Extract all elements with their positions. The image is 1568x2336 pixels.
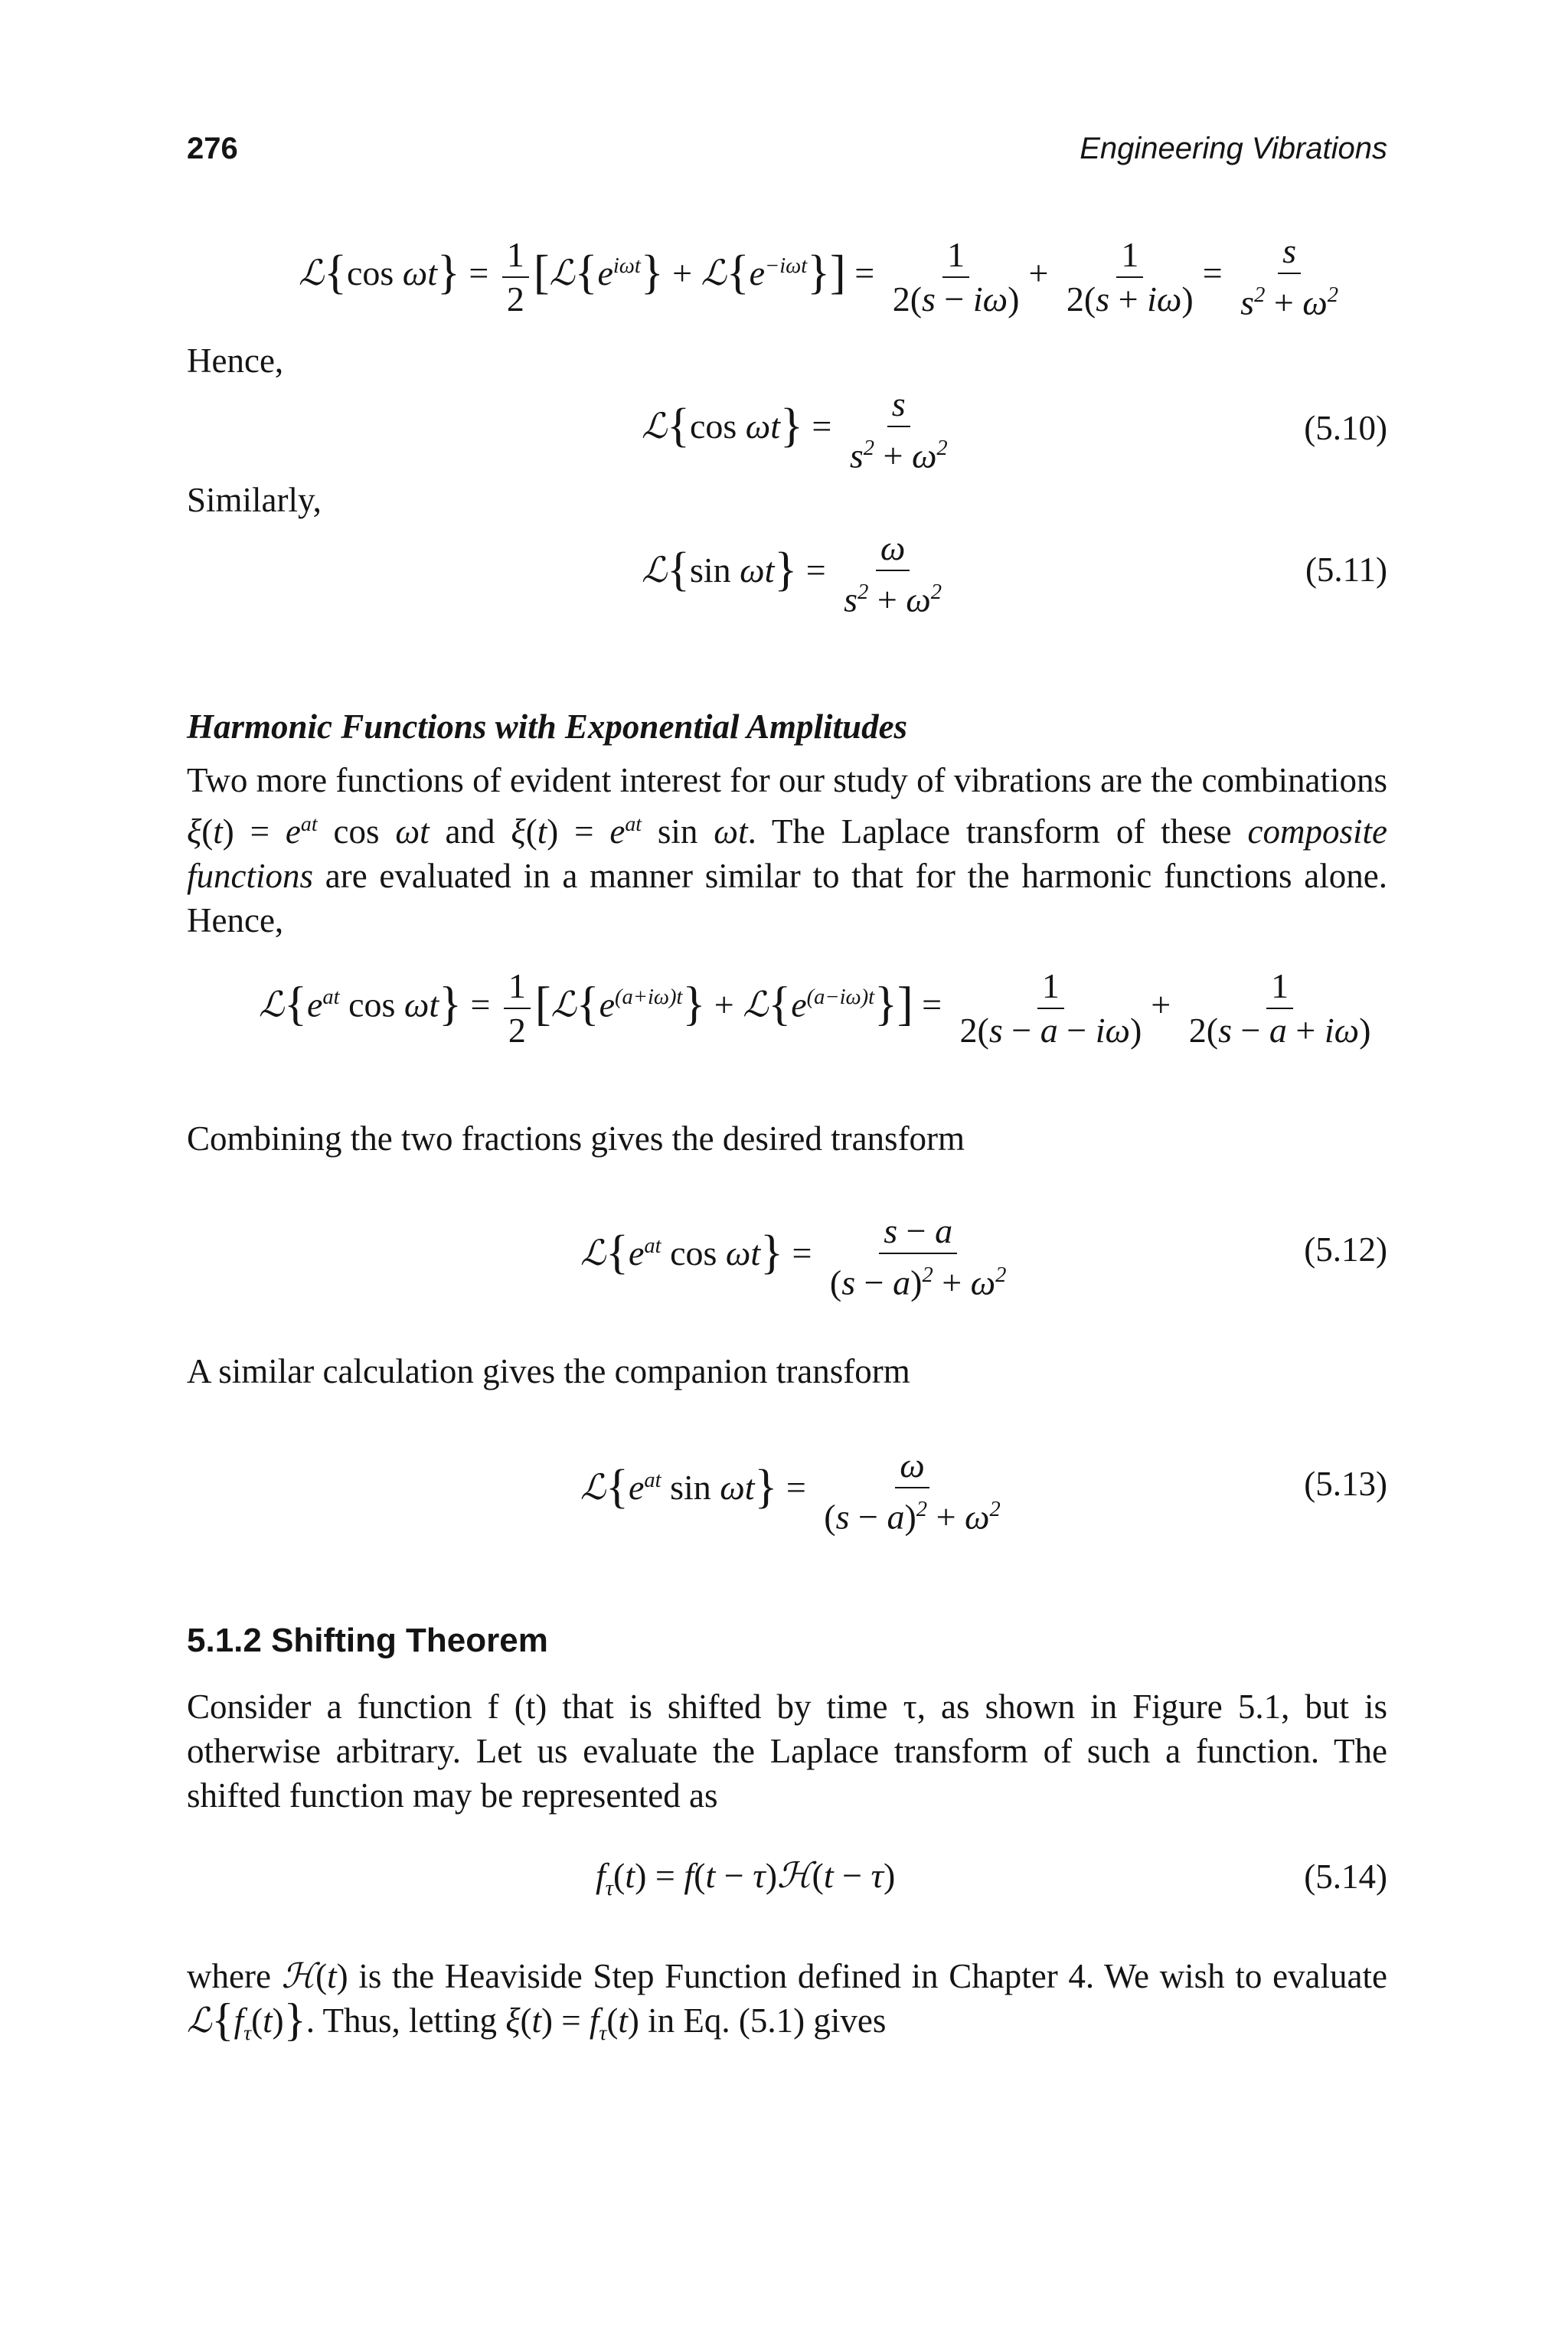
paragraph-heaviside: where ℋ(t) is the Heaviside Step Function defined in Chapter 4. We wish to evaluate $ℒ\{f_\tau(t)\}$. Thus, letting $\xi(t) = f_\tau(t)$ in Eq. (5.1) gives	[187, 1955, 1387, 2046]
equation-number-5-10: (5.10)	[1304, 409, 1387, 447]
equation-number-5-13: (5.13)	[1304, 1465, 1387, 1503]
paragraph-shifting-theorem: Consider a function f (t) that is shifted by time τ, as shown in Figure 5.1, but is otherwise arbitrary. Let us evaluate the Laplace transform of such a function. The shifted function may be represented as	[187, 1687, 1387, 1815]
equation-number-5-11: (5.11)	[1305, 551, 1387, 589]
equation-5-12: $ℒ\{e^{at}$ cos ωt} = $\frac{s - a}{(s - a)^2 + \omega^2}$	[580, 1211, 1007, 1302]
combining-sentence: Combining the two fractions gives the desired transform	[187, 1119, 965, 1158]
equation-5-13: $ℒ\{e^{at}$ sin ωt} = $\frac{\omega}{(s - a)^2 + \omega^2}$	[580, 1446, 1001, 1537]
similar-calculation-sentence: A similar calculation gives the companion transform	[187, 1352, 910, 1390]
section-heading-shifting-theorem: 5.1.2 Shifting Theorem	[187, 1622, 548, 1659]
page-number: 276	[187, 132, 238, 165]
hence-label: Hence,	[187, 341, 284, 380]
running-title: Engineering Vibrations	[1080, 132, 1387, 165]
equation-5-14: $f_\tau(t) = f(t$ − τ)ℋ(t − τ)	[596, 1854, 896, 1901]
equation-5-10: ℒ{cos ωt} = $\frac{s}{s^2 + \omega^2}$	[642, 384, 948, 475]
similarly-label: Similarly,	[187, 481, 322, 519]
subsection-heading-harmonic: Harmonic Functions with Exponential Amplitudes	[187, 707, 908, 746]
equation-number-5-12: (5.12)	[1304, 1230, 1387, 1269]
equation-cos-derivation: ℒ{cos ωt} = $\frac{1}{2}$ [$ℒ\{e^{i\omega t}\}$ + $ℒ\{e^{-i\omega t}\}$] = $\frac{1}{2(s - i\omega)}$ + $\frac{1}{2(s + i\omega)}$ = $\frac{s}{s^2 + \omega^2}$	[299, 231, 1339, 322]
equation-number-5-14: (5.14)	[1304, 1857, 1387, 1896]
equation-exp-cos-derivation: $ℒ\{e^{at}$ cos ωt} = $\frac{1}{2}$ [$ℒ\{e^{(a+i\omega)t}\}$ + $ℒ\{e^{(a-i\omega)t}\}$] = $\frac{1}{2(s - a - i\omega)}$ + $\frac{1}{2(s - a + i\omega)}$	[259, 966, 1371, 1050]
equation-5-11: ℒ{sin ωt} = $\frac{\omega}{s^2 + \omega^2}$	[642, 528, 942, 619]
paragraph-harmonic-functions: Two more functions of evident interest for our study of vibrations are the combinations $\xi(t) = e^{at}$ cos ωt and $\xi(t) = e^{at}$ sin ωt. The Laplace transform of these composite functions are evaluated in a manner similar to that for the harmonic functions alone. Hence,	[187, 761, 1388, 939]
